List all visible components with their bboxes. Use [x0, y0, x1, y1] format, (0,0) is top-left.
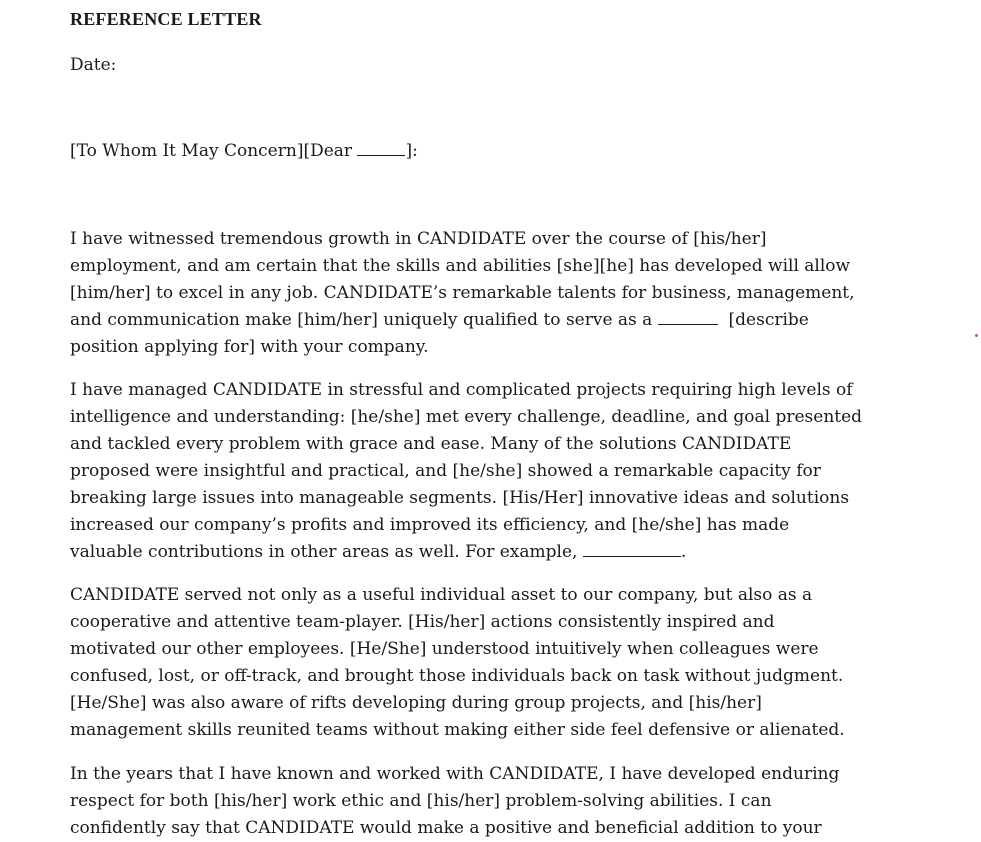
paragraph-line: confidently say that CANDIDATE would make a positive and beneficial addition to your — [70, 818, 822, 838]
paragraph-3 — [70, 582, 870, 744]
paragraph-line — [70, 307, 870, 334]
paragraph-line: [He/She] was also aware of rifts developing during group projects, and [his/her] — [70, 693, 762, 713]
paragraph-line: breaking large issues into manageable segments. [His/Her] innovative ideas and solutions — [70, 488, 850, 508]
salutation-blank — [357, 141, 405, 156]
paragraph-line: confused, lost, or off-track, and brought those individuals back on task without judgment. — [70, 666, 844, 686]
paragraph-line: management skills reunited teams without making either side feel defensive or alienated. — [70, 720, 845, 740]
paragraph-line-text: valuable contributions in other areas as well. For example, — [70, 542, 578, 562]
paragraph-line-text: [describe — [717, 310, 809, 330]
paragraph-line: In the years that I have known and worked with CANDIDATE, I have developed enduring — [70, 764, 840, 784]
paragraph-line: CANDIDATE served not only as a useful individual asset to our company, but also as a — [70, 585, 813, 605]
paragraph-line: [him/her] to excel in any job. CANDIDATE’s remarkable talents for business, management, — [70, 283, 855, 303]
salutation — [70, 141, 418, 161]
paragraph-line — [70, 539, 870, 566]
paragraph-line: I have witnessed tremendous growth in CANDIDATE over the course of [his/her] — [70, 229, 767, 249]
paragraph-line: intelligence and understanding: [he/she] met every challenge, deadline, and goal presented — [70, 407, 863, 427]
marker-dot — [975, 334, 978, 337]
paragraph-line-text: . — [680, 542, 687, 562]
paragraph-4 — [70, 761, 870, 842]
position-blank — [658, 310, 718, 325]
paragraph-line: motivated our other employees. [He/She] understood intuitively when colleagues were — [70, 639, 819, 659]
paragraph-line: increased our company’s profits and improved its efficiency, and [he/she] has made — [70, 515, 790, 535]
date-label: Date: — [70, 55, 117, 75]
paragraph-line: employment, and am certain that the skills and abilities [she][he] has developed will allow — [70, 256, 851, 276]
paragraph-2 — [70, 377, 870, 566]
document-title: REFERENCE LETTER — [70, 9, 262, 29]
paragraph-line: I have managed CANDIDATE in stressful and complicated projects requiring high levels of — [70, 380, 853, 400]
paragraph-line: cooperative and attentive team-player. [His/her] actions consistently inspired and — [70, 612, 775, 632]
salutation-end: ]: — [405, 141, 418, 161]
salutation-text: [To Whom It May Concern][Dear — [70, 141, 358, 161]
example-blank — [583, 542, 681, 557]
paragraph-1 — [70, 226, 870, 361]
paragraph-line: proposed were insightful and practical, and [he/she] showed a remarkable capacity for — [70, 461, 821, 481]
paragraph-line: and tackled every problem with grace and ease. Many of the solutions CANDIDATE — [70, 434, 792, 454]
paragraph-line-text: and communication make [him/her] uniquely qualified to serve as a — [70, 310, 653, 330]
paragraph-line: respect for both [his/her] work ethic and [his/her] problem-solving abilities. I can — [70, 791, 772, 811]
paragraph-line: position applying for] with your company. — [70, 337, 429, 357]
